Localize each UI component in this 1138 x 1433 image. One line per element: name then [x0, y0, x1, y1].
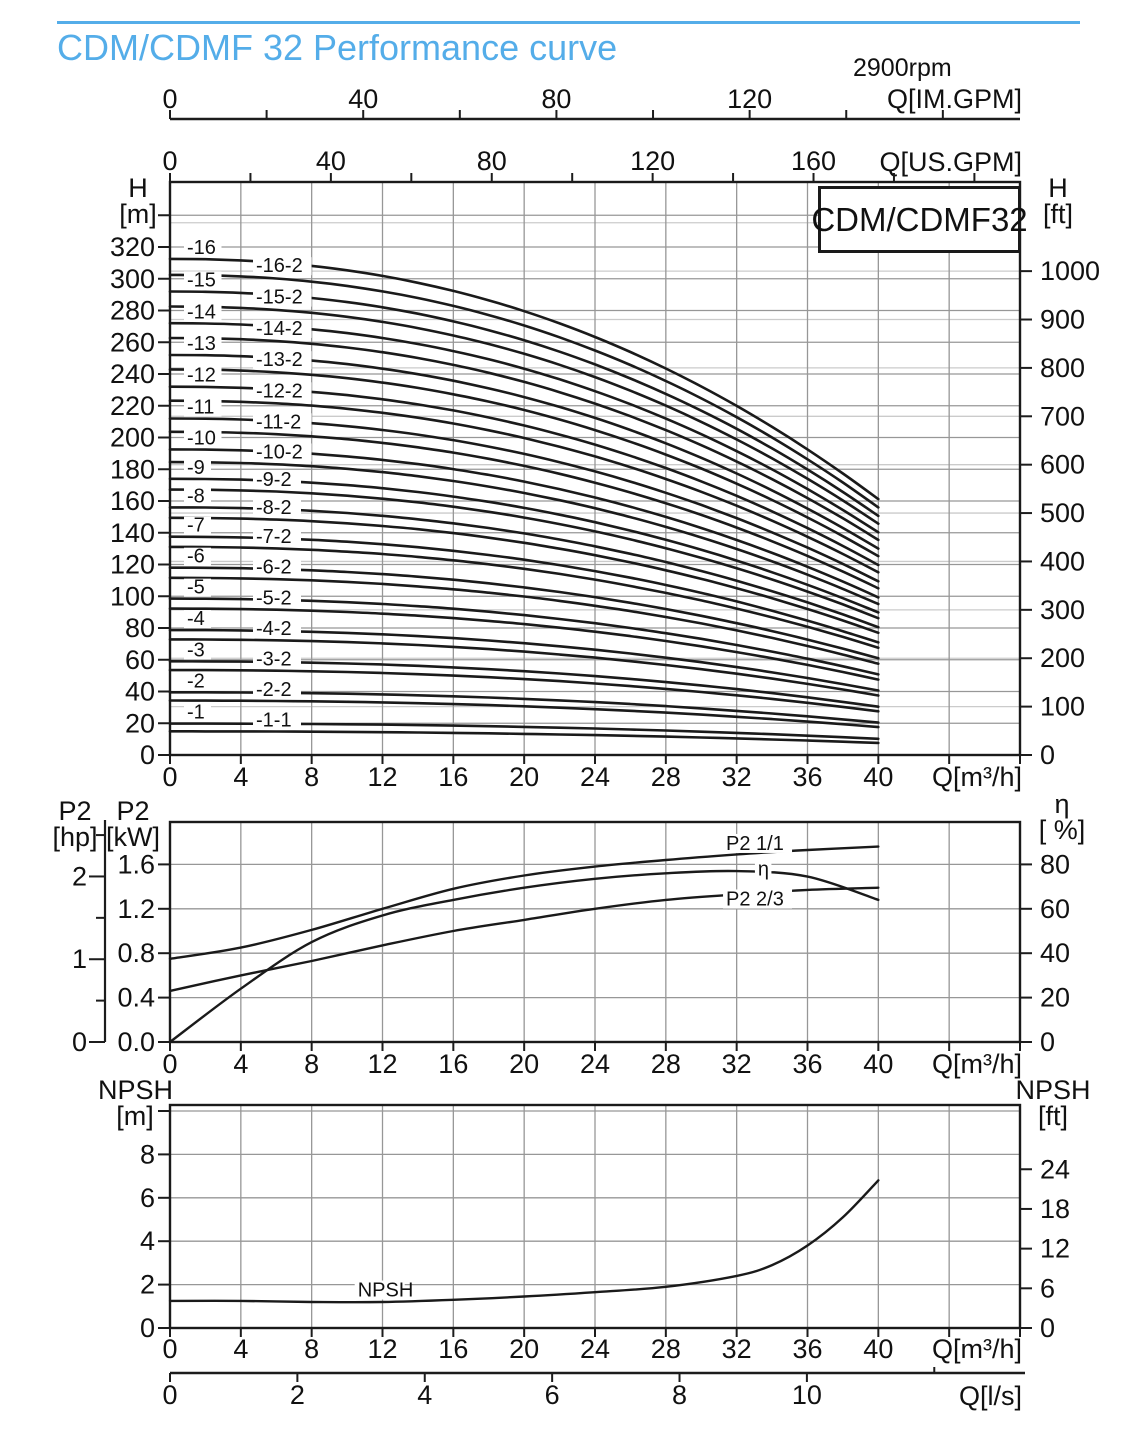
tick-label-npsh-m: 0 — [139, 1313, 155, 1343]
head-left-axis-symbol: H — [128, 173, 148, 203]
head-curve-label: -11-2 — [256, 411, 302, 434]
tick-label-eta: 20 — [1040, 982, 1071, 1013]
head-right-axis-unit: [ft] — [1042, 199, 1073, 229]
tick-label-power-q: 4 — [233, 1049, 249, 1079]
head-curve-label: -12-2 — [256, 380, 303, 403]
head-curve-label: -2-2 — [256, 678, 292, 701]
tick-label-head-m: 20 — [124, 708, 155, 739]
tick-label-power-q: 20 — [509, 1049, 540, 1079]
tick-label-head-q: 32 — [721, 762, 752, 792]
power-hp-unit: [hp] — [52, 822, 98, 852]
tick-label-eta: 80 — [1040, 849, 1071, 880]
tick-label-power-q: 36 — [792, 1049, 823, 1079]
tick-label-head-m: 80 — [124, 613, 155, 643]
head-right-axis-symbol: H — [1048, 173, 1068, 203]
tick-label-us-gpm: 40 — [315, 146, 346, 176]
tick-label-power-q: 16 — [438, 1049, 469, 1079]
tick-label-us-gpm: 160 — [790, 146, 837, 176]
head-curve-label: -16 — [187, 236, 216, 259]
tick-label-head-ft: 100 — [1040, 691, 1086, 722]
tick-label-npsh-q: 24 — [579, 1334, 611, 1364]
tick-label-head-m: 320 — [109, 232, 155, 262]
tick-label-eta: 60 — [1040, 893, 1071, 924]
tick-label-head-m: 160 — [109, 486, 155, 516]
us-gpm-axis-unit: Q[US.GPM] — [879, 147, 1022, 177]
head-curve-label: -1 — [187, 701, 205, 724]
head-curve-label: -9 — [187, 456, 205, 479]
npsh-left-unit: [m] — [116, 1101, 154, 1131]
tick-label-head-m: 220 — [109, 390, 155, 421]
head-curve-label: -14-2 — [256, 317, 303, 340]
head-curve-label: -6-2 — [256, 556, 292, 579]
tick-label-npsh-m: 8 — [139, 1139, 155, 1170]
tick-label-head-ft: 600 — [1040, 449, 1086, 480]
tick-label-ls: 6 — [544, 1380, 560, 1410]
tick-label-head-q: 28 — [650, 762, 681, 792]
tick-label-kw: 0.8 — [117, 938, 155, 969]
head-curve-label: -13 — [187, 333, 216, 356]
tick-label-head-q: 4 — [233, 762, 249, 792]
im-gpm-axis-unit: Q[IM.GPM] — [887, 84, 1022, 114]
tick-label-head-ft: 1000 — [1040, 256, 1101, 287]
rpm-label: 2900rpm — [853, 54, 952, 82]
tick-label-eta: 40 — [1040, 938, 1071, 969]
head-curve-label: -16-2 — [256, 255, 303, 278]
head-curve-label: -8 — [187, 485, 205, 508]
tick-label-head-m: 140 — [109, 517, 155, 548]
head-curve-label: -14 — [187, 301, 216, 324]
tick-label-head-q: 0 — [162, 762, 178, 792]
tick-label-npsh-q: 36 — [792, 1334, 823, 1364]
tick-label-head-m: 200 — [109, 422, 155, 453]
tick-label-head-ft: 900 — [1040, 304, 1086, 335]
tick-label-head-ft: 800 — [1040, 352, 1086, 383]
tick-label-hp: 2 — [71, 861, 87, 892]
tick-label-power-q: 24 — [579, 1049, 611, 1079]
head-curve-label: -11 — [187, 396, 215, 419]
tick-label-us-gpm: 80 — [476, 146, 507, 176]
tick-label-head-m: 0 — [139, 740, 155, 770]
head-curve-label: -12 — [187, 364, 216, 387]
tick-label-kw: 1.6 — [117, 849, 155, 880]
tick-label-head-m: 180 — [109, 454, 155, 485]
head-curve-label: -6 — [187, 545, 205, 568]
tick-label-im-gpm: 0 — [162, 84, 178, 114]
head-curve-label: -15 — [187, 269, 216, 292]
tick-label-npsh-q: 28 — [650, 1334, 681, 1364]
tick-label-us-gpm: 120 — [630, 146, 676, 176]
power-kw-symbol: P2 — [116, 796, 150, 826]
tick-label-head-m: 300 — [109, 263, 155, 294]
tick-label-head-m: 240 — [109, 359, 155, 389]
tick-label-im-gpm: 40 — [348, 84, 379, 114]
page-title: CDM/CDMF 32 Performance curve — [57, 27, 618, 68]
tick-label-head-ft: 200 — [1040, 643, 1086, 674]
tick-label-npsh-ft: 0 — [1040, 1313, 1056, 1343]
tick-label-power-q: 12 — [367, 1049, 398, 1079]
tick-label-npsh-q: 4 — [233, 1334, 249, 1364]
tick-label-head-q: 40 — [863, 762, 894, 792]
tick-label-kw: 1.2 — [117, 893, 155, 924]
tick-label-head-m: 40 — [124, 676, 155, 707]
head-curve-label: -7 — [187, 514, 205, 537]
tick-label-npsh-q: 16 — [438, 1334, 469, 1364]
head-curve-label: -1-1 — [256, 709, 292, 732]
model-box-label: CDM/CDMF32 — [811, 200, 1028, 238]
tick-label-hp: 1 — [71, 944, 87, 975]
eta-symbol: η — [1054, 789, 1070, 819]
npsh-right-symbol: NPSH — [1015, 1075, 1091, 1105]
power-hp-symbol: P2 — [58, 796, 92, 826]
tick-label-npsh-ft: 24 — [1040, 1154, 1071, 1185]
head-x-axis-unit: Q[m³/h] — [931, 762, 1022, 792]
head-curve-label: -9-2 — [256, 468, 292, 491]
tick-label-kw: 0.0 — [117, 1027, 155, 1057]
tick-label-npsh-m: 4 — [139, 1226, 155, 1257]
tick-label-im-gpm: 80 — [541, 84, 572, 114]
tick-label-eta: 0 — [1040, 1027, 1056, 1057]
tick-label-ls: 4 — [417, 1380, 433, 1410]
head-curve-label: -2 — [187, 670, 205, 693]
tick-label-kw: 0.4 — [117, 982, 155, 1013]
tick-label-npsh-q: 40 — [863, 1334, 894, 1364]
model-box — [811, 186, 1028, 253]
tick-label-head-ft: 400 — [1040, 546, 1086, 577]
power-series-label: P2 2/3 — [726, 888, 784, 911]
tick-label-head-q: 16 — [438, 762, 469, 792]
tick-label-npsh-ft: 12 — [1040, 1233, 1071, 1264]
tick-label-head-ft: 500 — [1040, 498, 1086, 529]
head-curve-label: -5-2 — [256, 587, 292, 610]
tick-label-head-q: 12 — [367, 762, 398, 792]
head-curve-label: -15-2 — [256, 286, 303, 309]
tick-label-head-q: 24 — [579, 762, 611, 792]
power-series-label: η — [757, 858, 770, 881]
tick-label-ls: 0 — [162, 1380, 178, 1410]
tick-label-head-m: 120 — [109, 549, 155, 580]
tick-label-head-ft: 0 — [1040, 740, 1056, 770]
tick-label-npsh-ft: 18 — [1040, 1193, 1071, 1224]
head-curve-label: -10-2 — [256, 441, 303, 464]
tick-label-head-q: 8 — [304, 762, 320, 792]
head-curve-label: -4-2 — [256, 617, 292, 640]
tick-label-npsh-q: 0 — [162, 1334, 178, 1364]
eta-unit: [ %] — [1038, 815, 1086, 845]
npsh-right-unit: [ft] — [1037, 1101, 1068, 1131]
tick-label-npsh-q: 32 — [721, 1334, 752, 1364]
tick-label-head-m: 260 — [109, 327, 155, 358]
power-kw-unit: [kW] — [106, 822, 160, 852]
head-curve-label: -3-2 — [256, 648, 292, 671]
tick-label-hp: 0 — [71, 1027, 87, 1057]
tick-label-power-q: 8 — [304, 1049, 320, 1079]
tick-label-ls: 8 — [672, 1380, 688, 1410]
head-curve-label: -3 — [187, 639, 205, 662]
tick-label-head-q: 20 — [509, 762, 540, 792]
tick-label-npsh-q: 8 — [304, 1334, 320, 1364]
head-curve-label: -13-2 — [256, 349, 303, 372]
head-curve-label: -8-2 — [256, 496, 292, 519]
tick-label-head-m: 280 — [109, 295, 155, 326]
head-curve-label: -5 — [187, 576, 205, 599]
head-curve-label: -4 — [187, 608, 205, 631]
tick-label-npsh-ft: 6 — [1040, 1273, 1056, 1304]
npsh-series-label: NPSH — [357, 1279, 414, 1302]
tick-label-power-q: 40 — [863, 1049, 894, 1079]
tick-label-power-q: 32 — [721, 1049, 752, 1079]
tick-label-ls: 10 — [791, 1380, 822, 1410]
tick-label-head-m: 100 — [109, 581, 155, 612]
head-curve-label: -7-2 — [256, 525, 292, 548]
tick-label-npsh-q: 12 — [367, 1334, 398, 1364]
tick-label-npsh-q: 20 — [509, 1334, 540, 1364]
tick-label-us-gpm: 0 — [162, 146, 178, 176]
tick-label-head-ft: 700 — [1040, 401, 1086, 432]
tick-label-power-q: 28 — [650, 1049, 681, 1079]
tick-label-head-m: 60 — [124, 644, 155, 675]
tick-label-npsh-m: 6 — [139, 1182, 155, 1213]
power-x-axis-unit: Q[m³/h] — [931, 1049, 1022, 1079]
npsh-x-axis-unit: Q[m³/h] — [931, 1334, 1022, 1364]
ls-axis-unit: Q[l/s] — [958, 1381, 1022, 1411]
power-series-label: P2 1/1 — [726, 832, 784, 855]
tick-label-head-q: 36 — [792, 762, 823, 792]
npsh-left-symbol: NPSH — [98, 1075, 174, 1105]
tick-label-head-ft: 300 — [1040, 594, 1086, 625]
tick-label-npsh-m: 2 — [139, 1269, 155, 1300]
head-left-axis-unit: [m] — [119, 199, 157, 229]
head-curve-label: -10 — [187, 427, 216, 450]
tick-label-power-q: 0 — [162, 1049, 178, 1079]
tick-label-im-gpm: 120 — [727, 84, 773, 114]
tick-label-ls: 2 — [289, 1380, 305, 1410]
